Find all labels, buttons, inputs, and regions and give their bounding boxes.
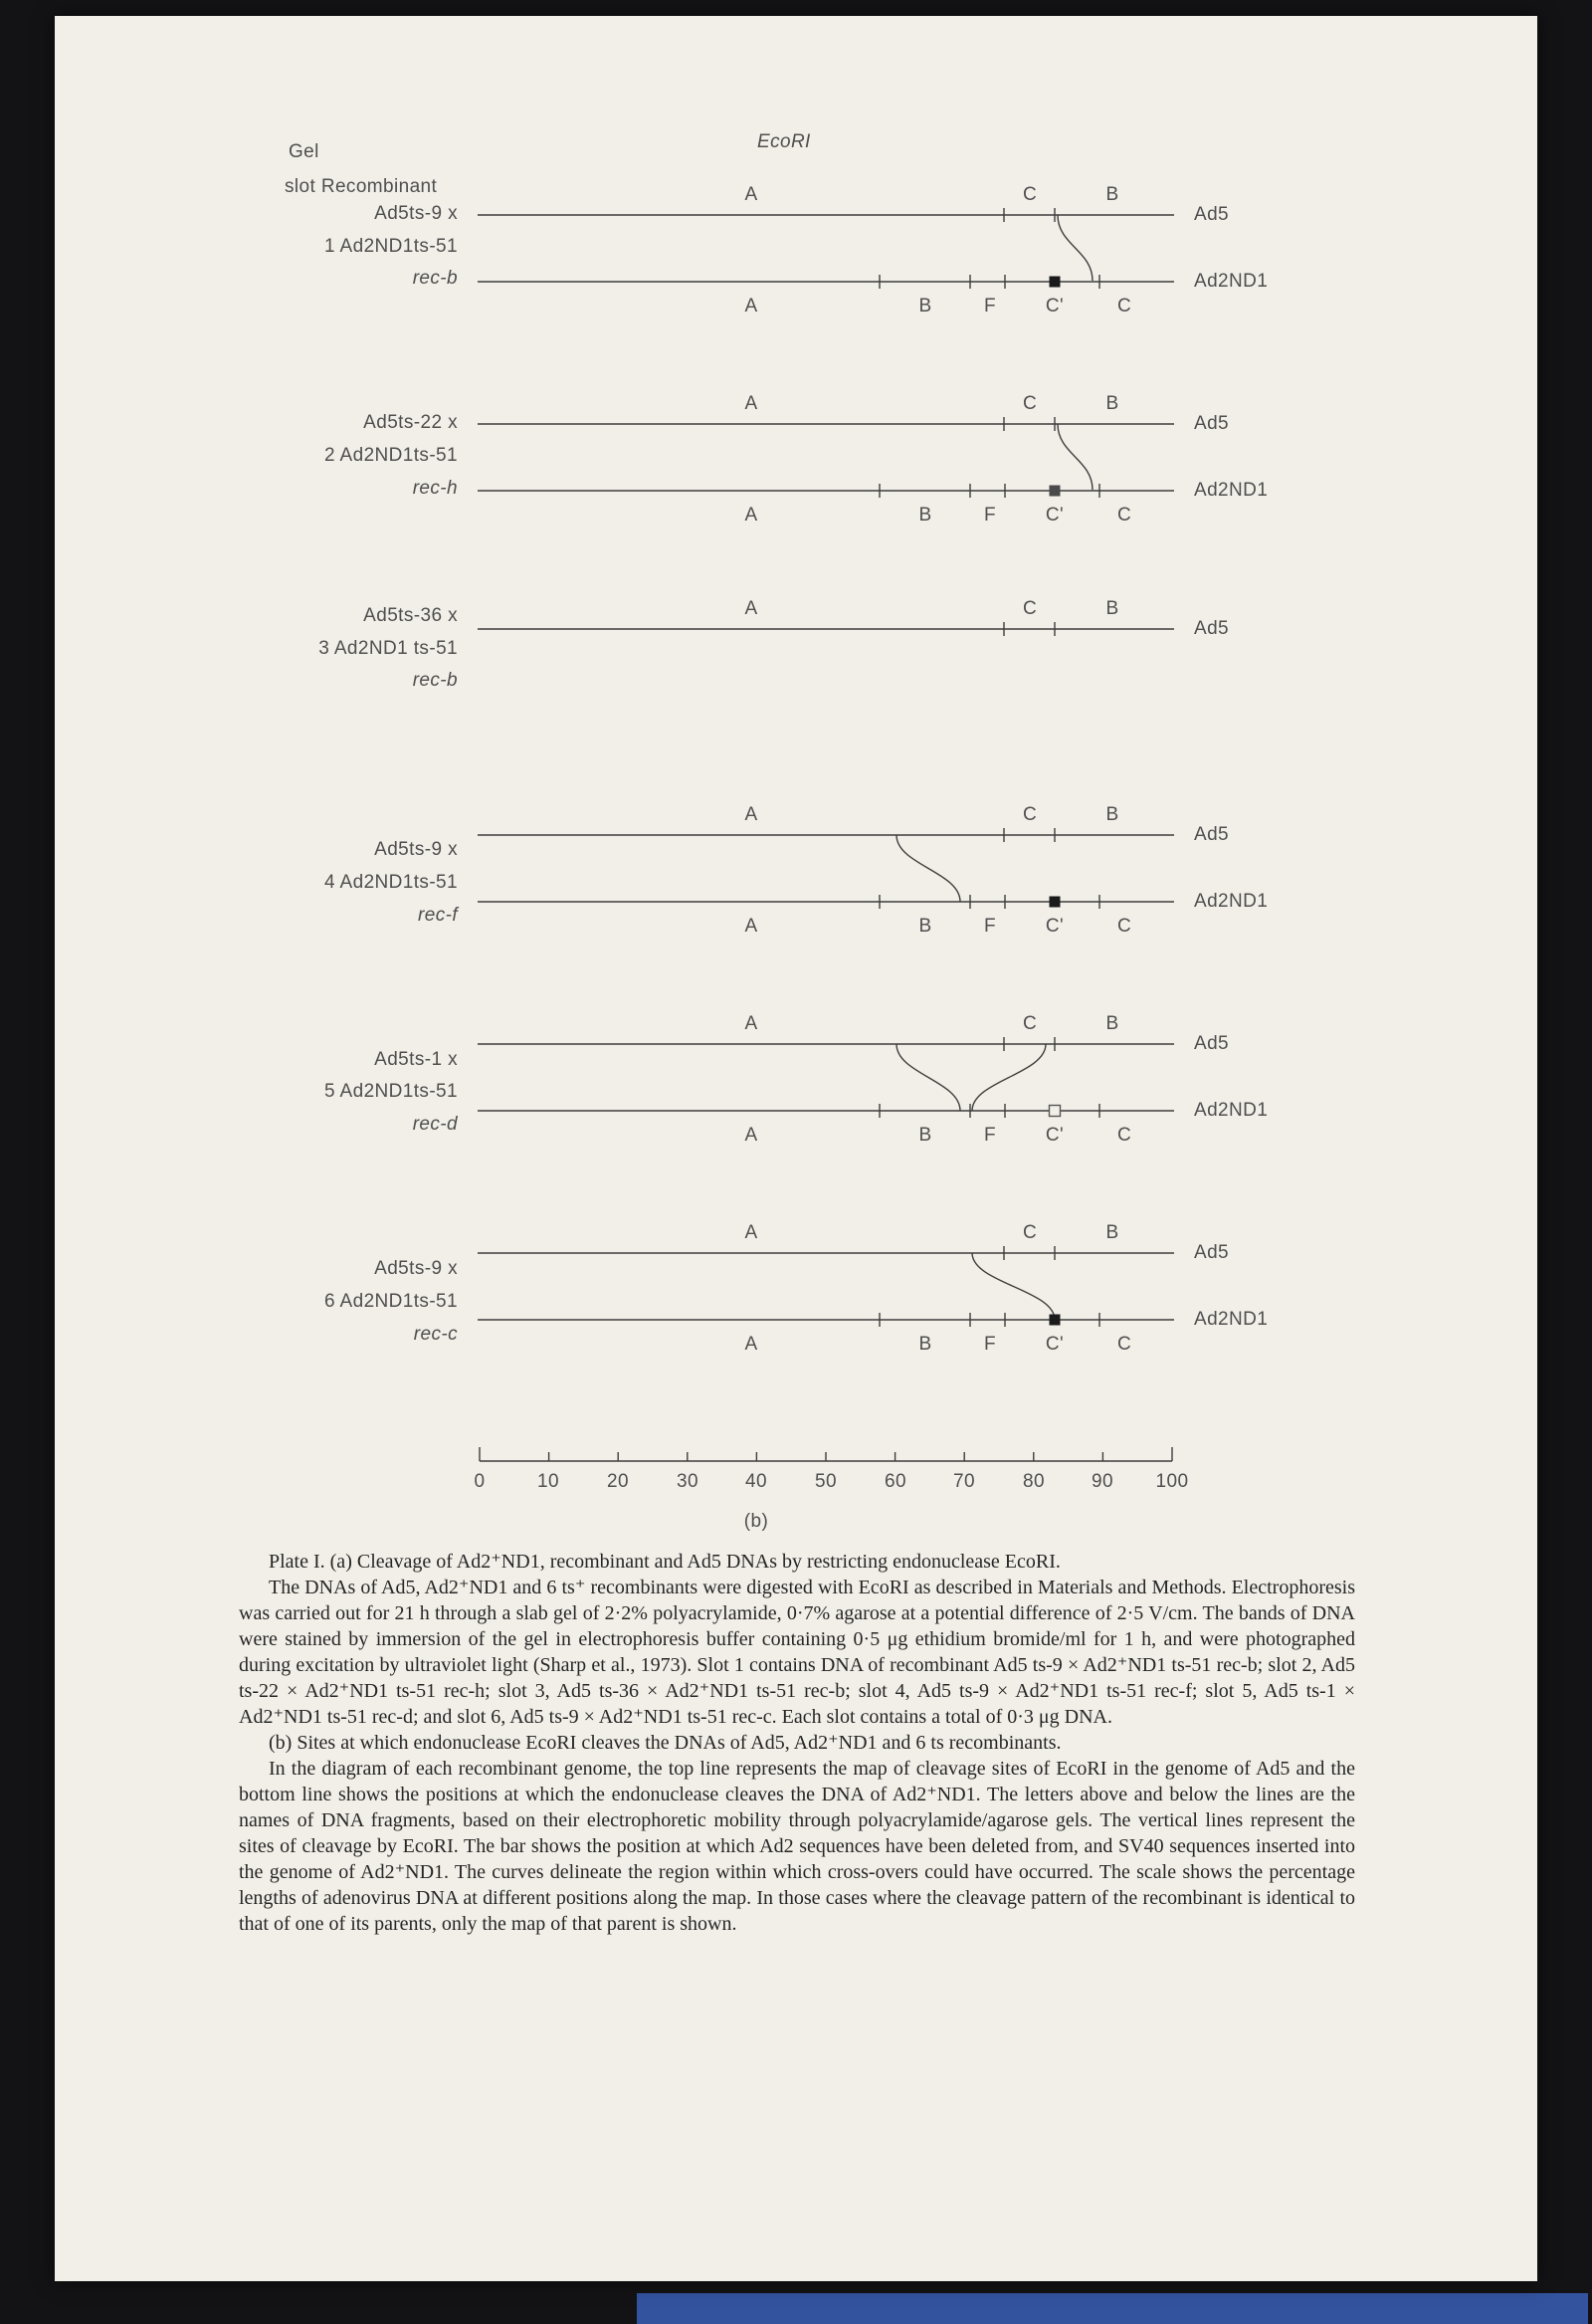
g6-parent1-label: Ad5ts-9 x xyxy=(374,1258,458,1279)
scale-tick-60: 60 xyxy=(885,1471,906,1492)
g6-top-fragment-C: C xyxy=(1022,1222,1038,1243)
g6-parent2-label: 6 Ad2ND1ts-51 xyxy=(323,1291,458,1312)
scale-tick-30: 30 xyxy=(677,1471,698,1492)
g1-rec-label: rec-b xyxy=(412,268,458,289)
g5-parent1-label: Ad5ts-1 x xyxy=(374,1049,458,1070)
g6-crossover-curve xyxy=(972,1253,1055,1320)
g4-ad5-genome-label: Ad5 xyxy=(1194,824,1230,845)
g5-top-fragment-A: A xyxy=(744,1013,758,1034)
g4-bottom-fragment-C: C xyxy=(1116,916,1132,937)
g4-top-fragment-A: A xyxy=(744,804,758,825)
g2-top-fragment-B: B xyxy=(1105,393,1119,414)
g6-ad5-genome-label: Ad5 xyxy=(1194,1242,1230,1263)
g1-bottom-fragment-B: B xyxy=(918,296,932,317)
g2-top-fragment-A: A xyxy=(744,393,758,414)
g2-top-fragment-C: C xyxy=(1022,393,1038,414)
g1-ad5-genome-label: Ad5 xyxy=(1194,204,1230,225)
document-page xyxy=(55,16,1537,2281)
scale-tick-10: 10 xyxy=(537,1471,559,1492)
g5-crossover-curve-right xyxy=(972,1044,1046,1111)
g1-parent1-label: Ad5ts-9 x xyxy=(374,203,458,224)
g6-ad2nd1-genome-label: Ad2ND1 xyxy=(1194,1309,1269,1330)
g1-ad2nd1-genome-label: Ad2ND1 xyxy=(1194,271,1269,292)
g1-bottom-fragment-F: F xyxy=(983,296,997,317)
g3-top-fragment-A: A xyxy=(744,598,758,619)
scale-tick-80: 80 xyxy=(1023,1471,1045,1492)
g6-ad5-line xyxy=(478,1246,1174,1260)
g4-parent1-label: Ad5ts-9 x xyxy=(374,839,458,860)
g5-sv40-insert-bar xyxy=(1050,1106,1061,1117)
g1-bottom-fragment-C: C xyxy=(1116,296,1132,317)
g4-crossover-curve xyxy=(896,835,960,902)
percent-scale xyxy=(480,1447,1172,1461)
bottom-blue-strip xyxy=(637,2293,1588,2324)
g6-top-fragment-A: A xyxy=(744,1222,758,1243)
g2-ad2nd1-genome-label: Ad2ND1 xyxy=(1194,480,1269,501)
g2-rec-label: rec-h xyxy=(412,478,458,499)
g3-parent2-label: 3 Ad2ND1 ts-51 xyxy=(318,638,458,659)
g1-sv40-insert-bar xyxy=(1050,277,1061,288)
g1-parent2-label: 1 Ad2ND1ts-51 xyxy=(323,236,458,257)
g3-ad5-genome-label: Ad5 xyxy=(1194,618,1230,639)
g2-bottom-fragment-A: A xyxy=(744,505,758,526)
legend-paragraph-1: Plate I. (a) Cleavage of Ad2⁺ND1, recombinant and Ad5 DNAs by restricting endonuclease EcoRI. xyxy=(269,1551,1061,1573)
g4-bottom-fragment-Cprime: C' xyxy=(1045,916,1065,937)
gel-header-label: Gel xyxy=(289,141,319,162)
g1-top-fragment-A: A xyxy=(744,184,758,205)
g2-sv40-insert-bar xyxy=(1050,486,1061,497)
g2-ad2nd1-line xyxy=(478,484,1174,498)
diagram-linework xyxy=(55,16,1537,2281)
scale-tick-0: 0 xyxy=(474,1471,486,1492)
slot-recombinant-header-label: slot Recombinant xyxy=(285,176,438,197)
g5-bottom-fragment-C: C xyxy=(1116,1125,1132,1146)
g4-ad2nd1-line xyxy=(478,895,1174,909)
g5-bottom-fragment-A: A xyxy=(744,1125,758,1146)
g6-bottom-fragment-Cprime: C' xyxy=(1045,1334,1065,1355)
g2-ad5-genome-label: Ad5 xyxy=(1194,413,1230,434)
g5-ad5-line xyxy=(478,1037,1174,1051)
scale-tick-90: 90 xyxy=(1092,1471,1113,1492)
g5-rec-label: rec-d xyxy=(412,1114,458,1135)
g6-rec-label: rec-c xyxy=(413,1324,458,1345)
g2-crossover-curve xyxy=(1058,424,1093,490)
g4-bottom-fragment-B: B xyxy=(918,916,932,937)
g5-parent2-label: 5 Ad2ND1ts-51 xyxy=(323,1081,458,1102)
g4-rec-label: rec-f xyxy=(418,905,458,926)
figure-legend xyxy=(239,1549,1355,1937)
g2-bottom-fragment-F: F xyxy=(983,505,997,526)
g6-bottom-fragment-B: B xyxy=(918,1334,932,1355)
g5-top-fragment-B: B xyxy=(1105,1013,1119,1034)
g4-sv40-insert-bar xyxy=(1050,897,1061,908)
g4-top-fragment-C: C xyxy=(1022,804,1038,825)
g1-ad2nd1-line xyxy=(478,275,1174,289)
g3-ad5-line xyxy=(478,622,1174,636)
g1-bottom-fragment-Cprime: C' xyxy=(1045,296,1065,317)
g2-bottom-fragment-C: C xyxy=(1116,505,1132,526)
g5-bottom-fragment-Cprime: C' xyxy=(1045,1125,1065,1146)
g5-bottom-fragment-B: B xyxy=(918,1125,932,1146)
g2-bottom-fragment-B: B xyxy=(918,505,932,526)
scale-tick-20: 20 xyxy=(607,1471,629,1492)
g6-bottom-fragment-F: F xyxy=(983,1334,997,1355)
legend-paragraph-3: (b) Sites at which endonuclease EcoRI cleaves the DNAs of Ad5, Ad2⁺ND1 and 6 ts recombinants. xyxy=(269,1732,1062,1754)
g1-crossover-curve xyxy=(1058,215,1093,281)
g2-parent1-label: Ad5ts-22 x xyxy=(363,412,458,433)
g3-rec-label: rec-b xyxy=(412,670,458,691)
ecori-header-label: EcoRI xyxy=(757,131,811,152)
g5-ad5-genome-label: Ad5 xyxy=(1194,1033,1230,1054)
scale-tick-50: 50 xyxy=(815,1471,837,1492)
g4-bottom-fragment-F: F xyxy=(983,916,997,937)
g6-ad2nd1-line xyxy=(478,1313,1174,1327)
g5-crossover-curve-left xyxy=(896,1044,960,1111)
g4-top-fragment-B: B xyxy=(1105,804,1119,825)
g6-top-fragment-B: B xyxy=(1105,1222,1119,1243)
panel-b-label: (b) xyxy=(743,1511,769,1532)
scale-tick-40: 40 xyxy=(745,1471,767,1492)
g6-sv40-insert-bar xyxy=(1050,1315,1061,1326)
g3-top-fragment-C: C xyxy=(1022,598,1038,619)
g5-bottom-fragment-F: F xyxy=(983,1125,997,1146)
scale-tick-70: 70 xyxy=(953,1471,975,1492)
legend-paragraph-2: The DNAs of Ad5, Ad2⁺ND1 and 6 ts⁺ recombinants were digested with EcoRI as described in Materials and Methods. Electrophoresis was carried out for 21 h through a slab gel of 2·2% polyacrylamide, 0·7% agarose at a potential difference of 2·5 V/cm. The bands of DNA were stained by immersion of the gel in electrophoresis buffer containing 0·5 μg ethidium bromide/ml for 1 h, and were photographed during excitation by ultraviolet light (Sharp et al., 1973). Slot 1 contains DNA of recombinant Ad5 ts-9 × Ad2⁺ND1 ts-51 rec-b; slot 2, Ad5 ts-22 × Ad2⁺ND1 ts-51 rec-h; slot 3, Ad5 ts-36 × Ad2⁺ND1 ts-51 rec-b; slot 4, Ad5 ts-9 × Ad2⁺ND1 ts-51 rec-f; slot 5, Ad5 ts-1 × Ad2⁺ND1 ts-51 rec-d; and slot 6, Ad5 ts-9 × Ad2⁺ND1 ts-51 rec-c. Each slot contains a total of 0·3 μg DNA. xyxy=(239,1577,1355,1728)
g5-ad2nd1-line xyxy=(478,1104,1174,1118)
g2-bottom-fragment-Cprime: C' xyxy=(1045,505,1065,526)
legend-paragraph-4: In the diagram of each recombinant genome, the top line represents the map of cleavage sites of EcoRI in the genome of Ad5 and the bottom line shows the positions at which the endonuclease cleaves the DNA of Ad2⁺ND1. The letters above and below the lines are the names of DNA fragments, based on their electrophoretic mobility through polyacrylamide/agarose gels. The vertical lines represent the sites of cleavage by EcoRI. The bar shows the position at which Ad2 sequences have been deleted from, and SV40 sequences inserted into the genome of Ad2⁺ND1. The curves delineate the region within which cross-overs could have occurred. The scale shows the percentage lengths of adenovirus DNA at different positions along the map. In those cases where the cleavage pattern of the recombinant is identical to that of one of its parents, only the map of that parent is shown. xyxy=(239,1758,1355,1935)
g6-bottom-fragment-C: C xyxy=(1116,1334,1132,1355)
scale-tick-100: 100 xyxy=(1155,1471,1189,1492)
g1-ad5-line xyxy=(478,208,1174,222)
g1-top-fragment-B: B xyxy=(1105,184,1119,205)
g6-bottom-fragment-A: A xyxy=(744,1334,758,1355)
g3-parent1-label: Ad5ts-36 x xyxy=(363,605,458,626)
g3-top-fragment-B: B xyxy=(1105,598,1119,619)
g4-bottom-fragment-A: A xyxy=(744,916,758,937)
g4-ad2nd1-genome-label: Ad2ND1 xyxy=(1194,891,1269,912)
g2-parent2-label: 2 Ad2ND1ts-51 xyxy=(323,445,458,466)
g5-ad2nd1-genome-label: Ad2ND1 xyxy=(1194,1100,1269,1121)
g2-ad5-line xyxy=(478,417,1174,431)
g1-bottom-fragment-A: A xyxy=(744,296,758,317)
g4-ad5-line xyxy=(478,828,1174,842)
g4-parent2-label: 4 Ad2ND1ts-51 xyxy=(323,872,458,893)
g1-top-fragment-C: C xyxy=(1022,184,1038,205)
g5-top-fragment-C: C xyxy=(1022,1013,1038,1034)
